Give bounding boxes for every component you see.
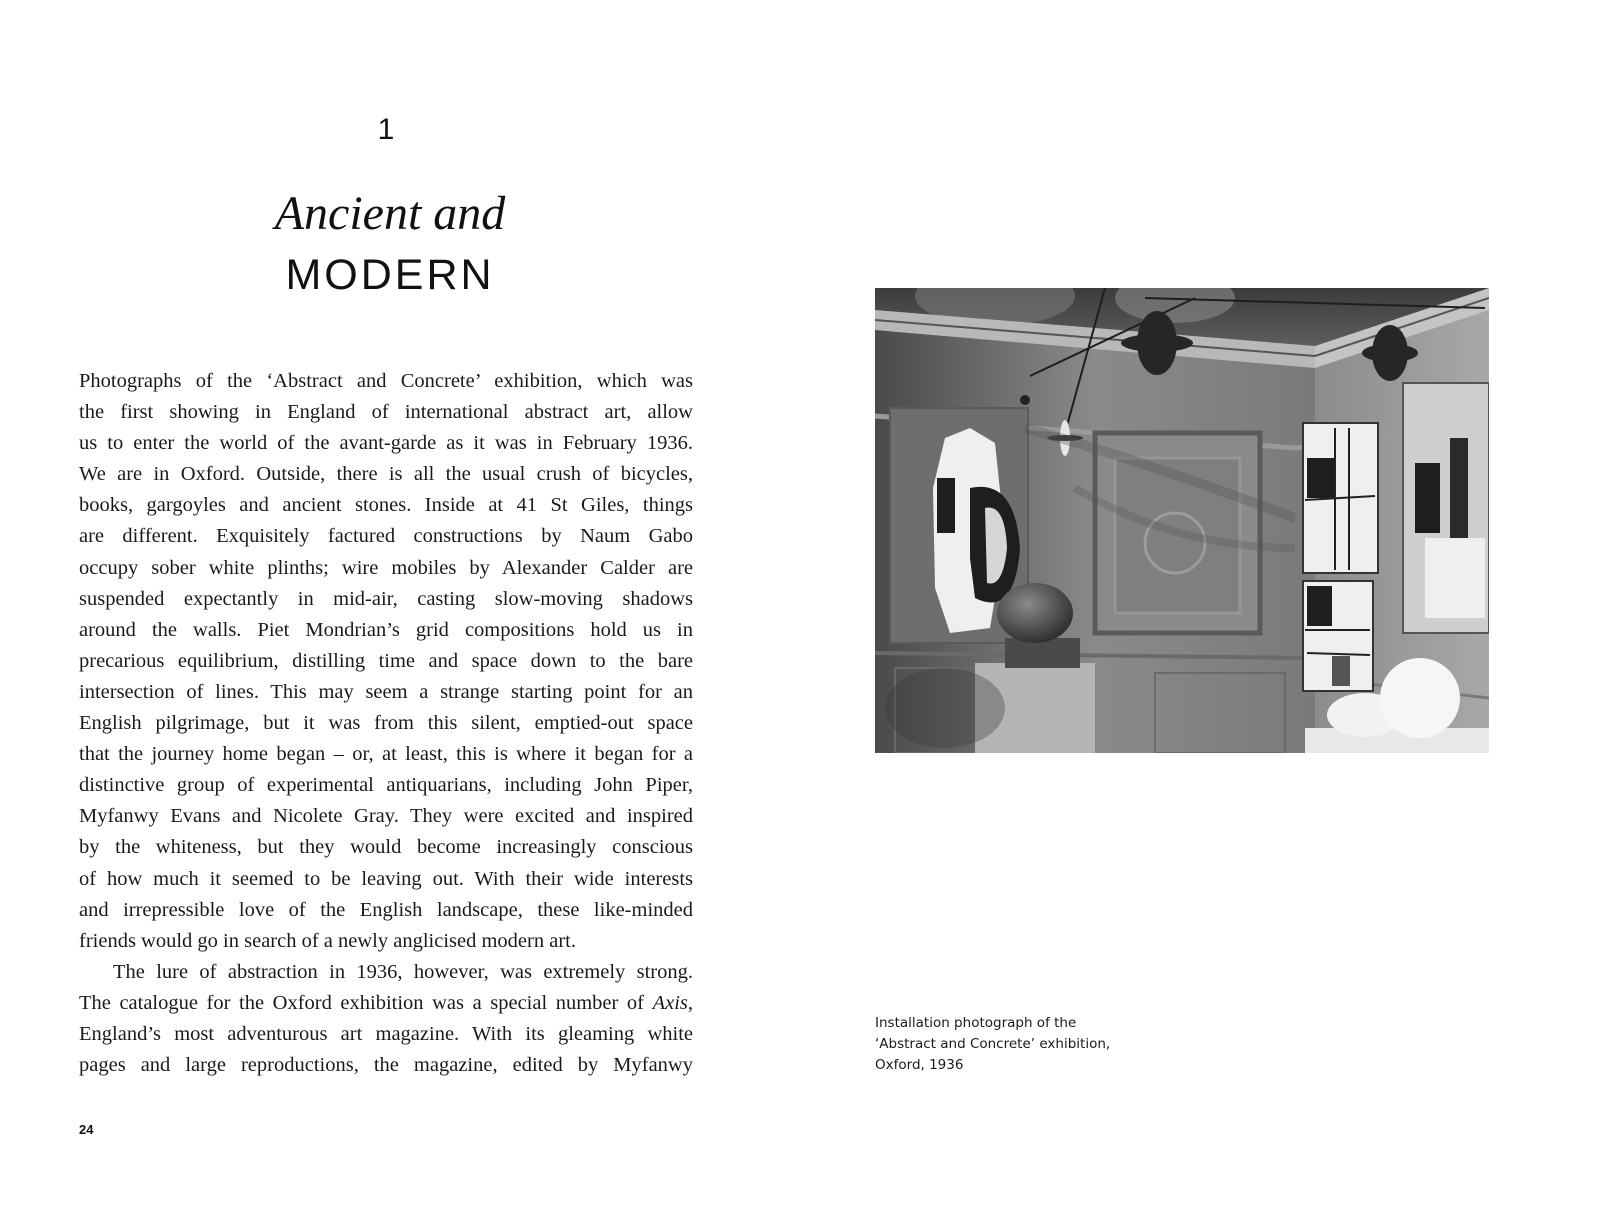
caption-line: Installation photograph of the [875,1015,1077,1031]
text-line: that the journey home began – or, at least, this is where it began for a [79,743,693,766]
page-number: 24 [79,1122,94,1137]
text-line: books, gargoyles and ancient stones. Inside at 41 St Giles, things [79,494,693,517]
figure-caption [875,1013,1175,1076]
installation-photograph [875,288,1489,753]
chapter-title-caps: MODERN [285,251,495,299]
text-line: Photographs of the ‘Abstract and Concrete’ exhibition, which was [79,370,693,392]
text-line: distinctive group of experimental antiquarians, including John Piper, [79,774,693,797]
text-line: and irrepressible love of the English landscape, these like-minded [79,898,693,921]
caption-line: ‘Abstract and Concrete’ exhibition, [875,1036,1111,1052]
text-line: occupy sober white plinths; wire mobiles by Alexander Calder are [79,556,693,579]
text-line: are different. Exquisitely factured constructions by Naum Gabo [79,525,693,548]
text-line: of how much it seemed to be leaving out. With their wide interests [79,867,693,890]
text-line: the first showing in England of international abstract art, allow [79,401,693,424]
text-line: The lure of abstraction in 1936, however, was extremely strong. [113,960,693,983]
text-line: pages and large reproductions, the magazine, edited by Myfanwy [79,1054,693,1077]
text-line: We are in Oxford. Outside, there is all the usual crush of bicycles, [79,463,693,486]
paragraph-1 [79,366,693,957]
text-line: intersection of lines. This may seem a strange starting point for an [79,680,693,703]
paragraph-2 [79,957,693,1081]
text-segment: The catalogue for the Oxford exhibition was a special number of [79,991,653,1014]
text-segment: , [687,991,693,1014]
photograph-illustration [875,288,1489,753]
text-line: around the walls. Piet Mondrian’s grid compositions hold us in [79,618,693,641]
text-line [79,988,693,1019]
caption-line: Oxford, 1936 [875,1057,964,1073]
chapter-number: 1 [377,113,395,146]
text-line: England’s most adventurous art magazine. With its gleaming white [79,1022,693,1045]
magazine-title-axis: Axis [652,991,688,1014]
text-line: Myfanwy Evans and Nicolete Gray. They were excited and inspired [79,805,693,828]
text-line: us to enter the world of the avant-garde as it was in February 1936. [79,432,693,455]
text-line: English pilgrimage, but it was from this silent, emptied-out space [79,712,693,735]
text-line: friends would go in search of a newly anglicised modern art. [79,929,576,952]
text-line: by the whiteness, but they would become increasingly conscious [79,836,693,859]
text-line: precarious equilibrium, distilling time and space down to the bare [79,649,693,672]
chapter-title-italic: Ancient and [274,187,506,240]
body-text [79,366,693,1081]
text-line: suspended expectantly in mid-air, casting slow-moving shadows [79,587,693,610]
